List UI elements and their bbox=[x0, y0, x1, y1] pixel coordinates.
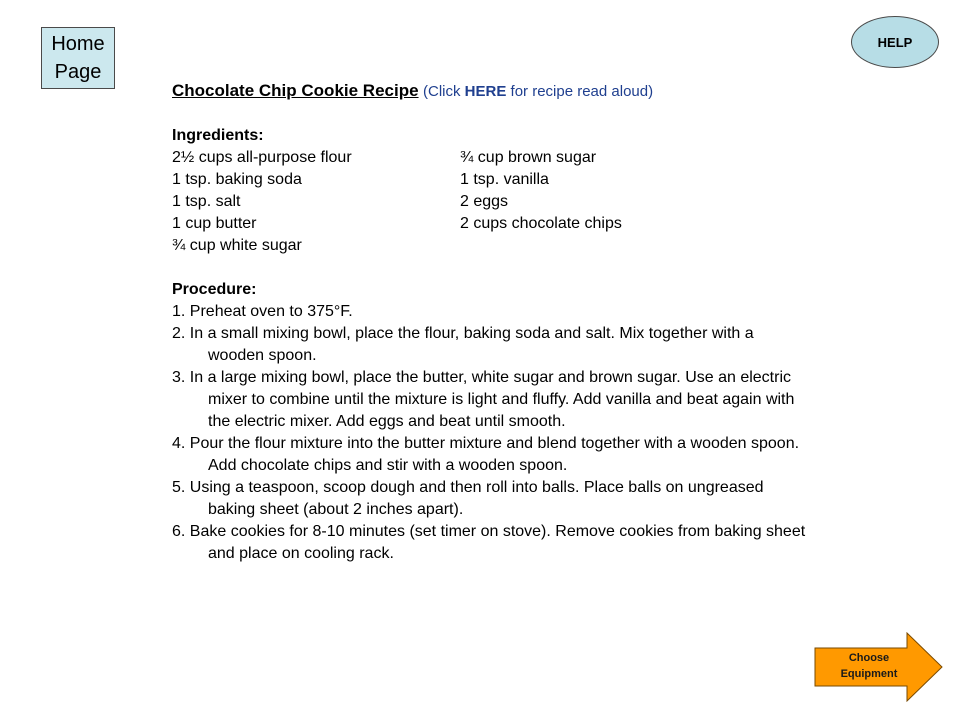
procedure-step: 2. In a small mixing bowl, place the flour, baking soda and salt. Mix together with a wooden spoon. bbox=[172, 325, 754, 364]
ingredient-item: ¾ cup white sugar bbox=[172, 237, 302, 254]
ingredients-list bbox=[172, 147, 812, 257]
ingredient-item: ¾ cup brown sugar bbox=[460, 149, 597, 166]
read-aloud-prefix: (Click bbox=[423, 83, 465, 100]
ingredient-item: 2 cups chocolate chips bbox=[460, 215, 622, 232]
title-line bbox=[172, 80, 812, 103]
help-button[interactable] bbox=[851, 16, 939, 68]
home-page-button[interactable] bbox=[41, 27, 115, 89]
procedure-heading: Procedure: bbox=[172, 281, 257, 298]
home-page-label-line1: Home bbox=[51, 33, 105, 55]
ingredient-item: 1 tsp. baking soda bbox=[172, 171, 302, 188]
choose-equipment-label bbox=[814, 650, 924, 682]
home-page-label-line2: Page bbox=[54, 61, 102, 83]
procedure-steps bbox=[172, 301, 812, 565]
choose-equipment-line1: Choose bbox=[848, 652, 890, 664]
ingredient-item: 1 tsp. vanilla bbox=[460, 171, 549, 188]
help-label: HELP bbox=[877, 34, 913, 50]
read-aloud-link[interactable]: HERE bbox=[464, 83, 507, 100]
procedure-step: 3. In a large mixing bowl, place the butter, white sugar and brown sugar. Use an electric mixer to combine until the mixture is light and fluffy. Add vanilla and beat again with the electric mixer. Add eggs and beat until smooth. bbox=[172, 369, 795, 430]
ingredient-item: 1 cup butter bbox=[172, 215, 257, 232]
ingredient-item: 2 eggs bbox=[460, 193, 509, 210]
procedure-step: 1. Preheat oven to 375°F. bbox=[172, 303, 353, 320]
procedure-step: 5. Using a teaspoon, scoop dough and then roll into balls. Place balls on ungreased baking sheet (about 2 inches apart). bbox=[172, 479, 764, 518]
read-aloud-note bbox=[423, 83, 653, 100]
procedure-step: 6. Bake cookies for 8-10 minutes (set timer on stove). Remove cookies from baking sheet and place on cooling rack. bbox=[172, 523, 806, 562]
read-aloud-suffix: for recipe read aloud) bbox=[506, 83, 654, 100]
procedure-step: 4. Pour the flour mixture into the butter mixture and blend together with a wooden spoon. Add chocolate chips and stir with a wooden spoon. bbox=[172, 435, 800, 474]
ingredients-right-column bbox=[460, 147, 760, 257]
recipe-content bbox=[172, 80, 812, 565]
choose-equipment-button[interactable] bbox=[814, 632, 944, 702]
ingredient-item: 2½ cups all-purpose flour bbox=[172, 149, 352, 166]
ingredients-left-column bbox=[172, 147, 460, 257]
ingredient-item: 1 tsp. salt bbox=[172, 193, 241, 210]
ingredients-heading: Ingredients: bbox=[172, 127, 264, 144]
recipe-title: Chocolate Chip Cookie Recipe bbox=[172, 81, 419, 100]
choose-equipment-line2: Equipment bbox=[840, 668, 898, 680]
